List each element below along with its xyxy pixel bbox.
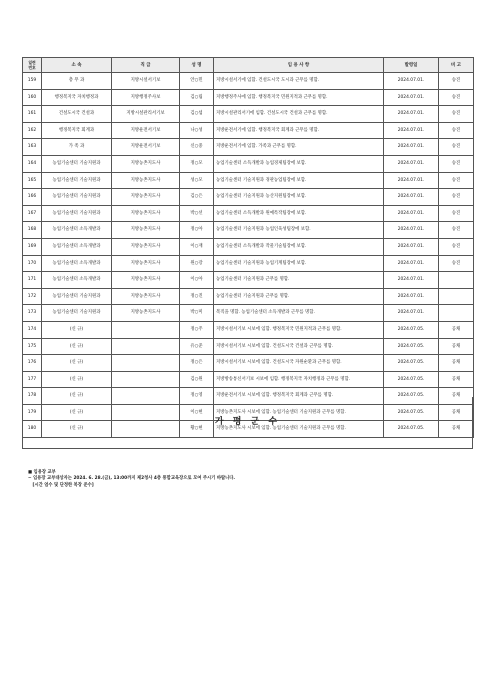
cell-serial: 180 xyxy=(23,421,42,438)
cell-appointment: 농업기술센터 기술지원과 근무를 명함. xyxy=(214,272,384,289)
cell-affiliation: 농업기술센터 기술지원과 xyxy=(42,205,112,222)
cell-note: 공채 xyxy=(439,388,474,405)
cell-appointment: 농업기술센터 소득개발과 농업경제팀장에 보함. xyxy=(214,155,384,172)
cell-rank: 지방농촌지도사 xyxy=(112,238,180,255)
cell-date: 2024.07.01. xyxy=(384,238,439,255)
cell-note: 승진 xyxy=(439,73,474,90)
cell-serial: 172 xyxy=(23,288,42,305)
table-row xyxy=(23,106,474,123)
cell-date: 2024.07.05. xyxy=(384,404,439,421)
cell-date: 2024.07.01. xyxy=(384,106,439,123)
cell-serial: 162 xyxy=(23,122,42,139)
cell-affiliation: (신 규) xyxy=(42,388,112,405)
cell-date: 2024.07.01. xyxy=(384,205,439,222)
cell-name: 김○섭 xyxy=(180,106,214,123)
cell-serial: 168 xyxy=(23,222,42,239)
cell-date: 2024.07.01. xyxy=(384,155,439,172)
header-serial: 일련 번호 xyxy=(23,58,42,73)
cell-serial: 170 xyxy=(23,255,42,272)
header-rank: 직 급 xyxy=(112,58,180,73)
table-row xyxy=(23,73,474,90)
cell-name: 정○진 xyxy=(180,288,214,305)
cell-note: 승진 xyxy=(439,89,474,106)
cell-serial: 161 xyxy=(23,106,42,123)
cell-appointment: 농업기술센터 기술지원과 농산지원팀장에 보함. xyxy=(214,189,384,206)
cell-affiliation: (신 규) xyxy=(42,421,112,438)
cell-name: 김○원 xyxy=(180,371,214,388)
cell-name: 유○준 xyxy=(180,338,214,355)
cell-affiliation: 가 족 과 xyxy=(42,139,112,156)
cell-note: 공채 xyxy=(439,355,474,372)
cell-serial: 174 xyxy=(23,321,42,338)
cell-appointment: 지방농촌지도사 시보에 임함. 농업기술센터 기술지원과 근무를 명함. xyxy=(214,421,384,438)
header-date: 발령일 xyxy=(384,58,439,73)
cell-appointment: 지방운전서기보 시보에 임함. 행정복지국 회계과 근무를 명함. xyxy=(214,388,384,405)
cell-affiliation: 농업기술센터 기술지원과 xyxy=(42,305,112,322)
cell-date: 2024.07.01. xyxy=(384,122,439,139)
cell-note: 승진 xyxy=(439,238,474,255)
cell-appointment: 지방방송통신서기보 시보에 임함. 행정복지국 자치행정과 근무를 명함. xyxy=(214,371,384,388)
cell-serial: 176 xyxy=(23,355,42,372)
cell-affiliation: 농업기술센터 기술지원과 xyxy=(42,172,112,189)
cell-date: 2024.07.01. xyxy=(384,272,439,289)
cell-date: 2024.07.01. xyxy=(384,172,439,189)
cell-serial: 179 xyxy=(23,404,42,421)
cell-affiliation: (신 규) xyxy=(42,404,112,421)
appointment-table xyxy=(22,57,474,438)
cell-note: 승진 xyxy=(439,139,474,156)
cell-serial: 178 xyxy=(23,388,42,405)
cell-appointment: 지방행정주사에 임함. 행정복지국 민원지적과 근무를 명함. xyxy=(214,89,384,106)
cell-affiliation: 농업기술센터 소득개발과 xyxy=(42,272,112,289)
table-row xyxy=(23,371,474,388)
cell-date: 2024.07.01. xyxy=(384,89,439,106)
cell-name: 정○은 xyxy=(180,355,214,372)
cell-rank: 지방운전서기보 xyxy=(112,139,180,156)
cell-appointment: 지방시설서기에 임함. 건설도시국 도시과 근무를 명함. xyxy=(214,73,384,90)
table-row xyxy=(23,305,474,322)
cell-serial: 160 xyxy=(23,89,42,106)
cell-note xyxy=(439,288,474,305)
table-row xyxy=(23,255,474,272)
cell-name: 김○은 xyxy=(180,189,214,206)
cell-serial: 175 xyxy=(23,338,42,355)
cell-note: 공채 xyxy=(439,321,474,338)
table-row xyxy=(23,172,474,189)
cell-affiliation: 총 무 과 xyxy=(42,73,112,90)
cell-appointment: 농업기술센터 기술지원과 농업기계팀장에 보함. xyxy=(214,255,384,272)
cell-affiliation: 농업기술센터 기술지원과 xyxy=(42,189,112,206)
cell-rank: 지방농촌지도사 xyxy=(112,205,180,222)
cell-name: 박○선 xyxy=(180,205,214,222)
cell-rank: 지방농촌지도사 xyxy=(112,255,180,272)
cell-note xyxy=(439,305,474,322)
table-row xyxy=(23,139,474,156)
cell-date: 2024.07.05. xyxy=(384,321,439,338)
cell-affiliation: 농업기술센터 기술지원과 xyxy=(42,288,112,305)
cell-affiliation: 건설도시국 건설과 xyxy=(42,106,112,123)
cell-name: 이○재 xyxy=(180,238,214,255)
cell-rank: 지방행정주사보 xyxy=(112,89,180,106)
header-appointment: 임 용 사 항 xyxy=(214,58,384,73)
cell-serial: 164 xyxy=(23,155,42,172)
cell-affiliation: (신 규) xyxy=(42,355,112,372)
cell-date: 2024.07.05. xyxy=(384,421,439,438)
cell-note: 공채 xyxy=(439,338,474,355)
cell-rank: 지방농촌지도사 xyxy=(112,222,180,239)
table-row xyxy=(23,122,474,139)
cell-affiliation: (신 규) xyxy=(42,338,112,355)
cell-serial: 159 xyxy=(23,73,42,90)
cell-serial: 167 xyxy=(23,205,42,222)
cell-name: 신○중 xyxy=(180,139,214,156)
table-row xyxy=(23,355,474,372)
cell-name: 정○영 xyxy=(180,388,214,405)
cell-name: 정○주 xyxy=(180,321,214,338)
table-row xyxy=(23,288,474,305)
cell-date: 2024.07.01. xyxy=(384,73,439,90)
cell-affiliation: 농업기술센터 기술지원과 xyxy=(42,155,112,172)
notes-section xyxy=(28,470,235,489)
cell-appointment: 농업기술센터 소득개발과 작물기술팀장에 보함. xyxy=(214,238,384,255)
cell-rank: 지방농촌지도사 xyxy=(112,305,180,322)
cell-rank xyxy=(112,338,180,355)
cell-note: 승진 xyxy=(439,122,474,139)
cell-appointment: 지방운전서기에 임함. 행정복지국 회계과 근무를 명함. xyxy=(214,122,384,139)
table-row xyxy=(23,89,474,106)
cell-rank: 지방시설서기보 xyxy=(112,73,180,90)
header-affiliation: 소 속 xyxy=(42,58,112,73)
cell-note: 승진 xyxy=(439,155,474,172)
cell-name: 박○미 xyxy=(180,305,214,322)
cell-serial: 171 xyxy=(23,272,42,289)
notes-line-2: [시간 엄수 및 단정한 복장 준수] xyxy=(28,482,94,488)
table-row xyxy=(23,222,474,239)
cell-serial: 163 xyxy=(23,139,42,156)
cell-name: 안○민 xyxy=(180,73,214,90)
cell-serial: 169 xyxy=(23,238,42,255)
cell-name: 정○아 xyxy=(180,222,214,239)
cell-note: 공채 xyxy=(439,404,474,421)
cell-name: 이○아 xyxy=(180,272,214,289)
cell-affiliation: 농업기술센터 소득개발과 xyxy=(42,238,112,255)
cell-appointment: 농업기술센터 소득개발과 원예특작팀장에 보함. xyxy=(214,205,384,222)
cell-rank xyxy=(112,355,180,372)
table-row xyxy=(23,189,474,206)
cell-note: 승진 xyxy=(439,255,474,272)
cell-affiliation: (신 규) xyxy=(42,321,112,338)
cell-note: 승진 xyxy=(439,205,474,222)
cell-serial: 165 xyxy=(23,172,42,189)
cell-name: 김○림 xyxy=(180,89,214,106)
cell-rank: 지방농촌지도사 xyxy=(112,172,180,189)
cell-date: 2024.07.05. xyxy=(384,371,439,388)
cell-name: 이○현 xyxy=(180,404,214,421)
cell-appointment: 지방시설서기보 시보에 임함. 건설도시국 건설과 근무를 명함. xyxy=(214,338,384,355)
cell-date: 2024.07.01. xyxy=(384,222,439,239)
notes-line-1: ~ 임용장 교부대상자는 2024. 6. 28.(금), 13:00까지 제2청사 4층 통합교육장으로 모여 주시기 바랍니다. xyxy=(28,476,236,482)
cell-rank: 지방농촌지도사 xyxy=(112,189,180,206)
cell-date: 2024.07.01. xyxy=(384,288,439,305)
cell-note: 승진 xyxy=(439,172,474,189)
cell-appointment: 지방농촌지도사 시보에 임함. 농업기술센터 기술지원과 근무를 명함. xyxy=(214,404,384,421)
cell-serial: 177 xyxy=(23,371,42,388)
cell-appointment: 지방운전서기에 임함. 가족과 근무를 명함. xyxy=(214,139,384,156)
cell-affiliation: 행정복지국 자치행정과 xyxy=(42,89,112,106)
table-row xyxy=(23,321,474,338)
header-name: 성 명 xyxy=(180,58,214,73)
cell-name: 나○성 xyxy=(180,122,214,139)
cell-rank: 지방농촌지도사 xyxy=(112,272,180,289)
table-header-row xyxy=(23,58,474,73)
cell-appointment: 지방시설서기보 시보에 임함. 건설도시국 자원순환과 근무를 명함. xyxy=(214,355,384,372)
header-note: 비 고 xyxy=(439,58,474,73)
cell-date: 2024.07.05. xyxy=(384,388,439,405)
cell-appointment: 복직을 명함. 농업기술센터 소득개발과 근무를 명함. xyxy=(214,305,384,322)
cell-note xyxy=(439,272,474,289)
cell-serial: 166 xyxy=(23,189,42,206)
table-row xyxy=(23,155,474,172)
cell-affiliation: 농업기술센터 소득개발과 xyxy=(42,222,112,239)
cell-affiliation: 농업기술센터 소득개발과 xyxy=(42,255,112,272)
cell-date: 2024.07.01. xyxy=(384,139,439,156)
table-row xyxy=(23,205,474,222)
cell-rank: 지방농촌지도사 xyxy=(112,288,180,305)
cell-appointment: 지방시설관리서기에 임함. 건설도시국 건설과 근무를 명함. xyxy=(214,106,384,123)
signature-text: 가 평 군 수 xyxy=(214,417,281,427)
cell-rank: 지방시설관리서기보 xyxy=(112,106,180,123)
cell-rank xyxy=(112,371,180,388)
cell-name: 원○강 xyxy=(180,255,214,272)
cell-appointment: 농업기술센터 기술지원과 농업인육성팀장에 보함. xyxy=(214,222,384,239)
cell-rank xyxy=(112,321,180,338)
cell-name: 황○현 xyxy=(180,421,214,438)
cell-serial: 173 xyxy=(23,305,42,322)
cell-note: 승진 xyxy=(439,189,474,206)
cell-note: 승진 xyxy=(439,106,474,123)
cell-date: 2024.07.01. xyxy=(384,255,439,272)
table-row xyxy=(23,338,474,355)
table-row xyxy=(23,238,474,255)
cell-rank: 지방운전서기보 xyxy=(112,122,180,139)
signature-box xyxy=(22,397,473,449)
appointment-table-wrapper xyxy=(22,57,473,438)
cell-appointment: 지방시설서기보 시보에 임함. 행정복지국 민원지적과 근무를 명함. xyxy=(214,321,384,338)
cell-rank: 지방농촌지도사 xyxy=(112,155,180,172)
cell-name: 성○모 xyxy=(180,172,214,189)
notes-heading: ■ 임용장 교부 xyxy=(28,470,56,475)
cell-note: 공채 xyxy=(439,371,474,388)
cell-note: 공채 xyxy=(439,421,474,438)
table-row xyxy=(23,272,474,289)
cell-date: 2024.07.05. xyxy=(384,355,439,372)
cell-affiliation: (신 규) xyxy=(42,371,112,388)
cell-name: 정○모 xyxy=(180,155,214,172)
cell-note: 승진 xyxy=(439,222,474,239)
cell-date: 2024.07.01. xyxy=(384,305,439,322)
cell-appointment: 농업기술센터 기술지원과 경관농업팀장에 보함. xyxy=(214,172,384,189)
cell-affiliation: 행정복지국 회계과 xyxy=(42,122,112,139)
cell-date: 2024.07.05. xyxy=(384,338,439,355)
cell-date: 2024.07.01. xyxy=(384,189,439,206)
cell-appointment: 농업기술센터 기술지원과 근무를 명함. xyxy=(214,288,384,305)
